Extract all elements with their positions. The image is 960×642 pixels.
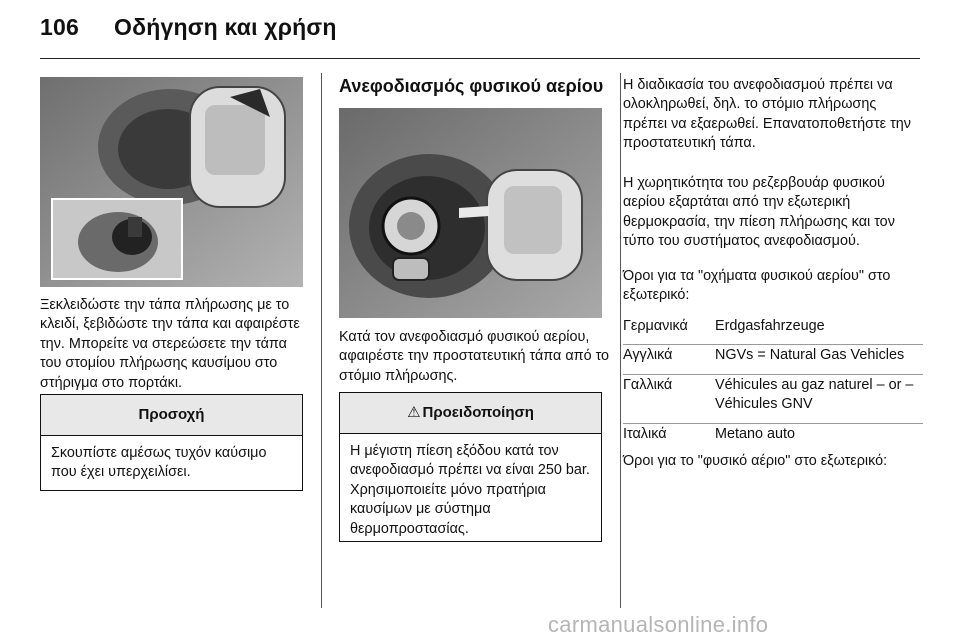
term-cell: Véhicules au gaz naturel – or – Véhicules GNV [715, 376, 914, 413]
language-cell: Γερμανικά [623, 318, 688, 334]
column-divider-2 [620, 73, 621, 608]
watermark: carmanualsonline.info [548, 612, 769, 637]
term-cell: NGVs = Natural Gas Vehicles [715, 347, 905, 364]
header-rule [40, 58, 920, 59]
column-divider-1 [321, 73, 322, 608]
terms-intro-paragraph: Όροι για τα "οχήματα φυσικού αερίου" στο εξωτερικό: [623, 268, 891, 304]
table-row [623, 316, 923, 344]
fuel-cap-unlock-illustration [40, 77, 303, 287]
page-header [40, 14, 337, 41]
gas-refuel-instructions: Κατά τον ανεφοδιασμό φυσικού αερίου, αφαιρέστε την προστατευτική τάπα από το στόμιο πλήρωσης. [339, 329, 610, 384]
section-heading: Ανεφοδιασμός φυσικού αερίου [339, 76, 604, 96]
page-title: Οδήγηση και χρήση [114, 14, 337, 40]
notice-text: Σκουπίστε αμέσως τυχόν καύσιμο που έχει υπερχειλίσει. [51, 445, 267, 481]
table-row [623, 424, 923, 452]
fuel-cap-instructions: Ξεκλειδώστε την τάπα πλήρωσης με το κλειδί, ξεβιδώστε την τάπα και αφαιρέστε την. Μπορείτε να στερεώσετε την τάπα του στομίου πλήρωσης καυσίμου στο στήριγμα στο πορτάκι. [40, 297, 300, 391]
procedure-paragraph: Η διαδικασία του ανεφοδιασμού πρέπει να ολοκληρωθεί, δηλ. το στόμιο πλήρωσης πρέπει να εξαερωθεί. Επανατοποθετήστε την προστατευτική τάπα. [623, 77, 911, 152]
term-cell: Erdgasfahrzeuge [715, 318, 825, 334]
fuel-filler-photo-2 [339, 108, 602, 318]
warning-box [339, 392, 602, 542]
term-cell: Metano auto [715, 425, 796, 442]
table-row [623, 345, 923, 373]
notice-box [40, 394, 303, 491]
capacity-paragraph: Η χωρητικότητα του ρεζερβουάρ φυσικού αερίου εξαρτάται από την εξωτερική θερμοκρασία, την πίεση πλήρωσης και τον τύπο του συστήματος ανεφοδιασμού. [623, 175, 895, 250]
gas-nozzle-illustration [339, 108, 602, 318]
gas-terms-paragraph: Όροι για το "φυσικό αέριο" στο εξωτερικό: [623, 453, 888, 469]
language-cell: Αγγλικά [623, 347, 673, 364]
language-cell: Γαλλικά [623, 376, 673, 393]
warning-title: Προειδοποίηση [422, 404, 534, 421]
notice-title: Προσοχή [41, 395, 302, 436]
warning-triangle-icon: ⚠ [407, 404, 421, 421]
terms-table [623, 316, 923, 452]
page-number: 106 [40, 14, 79, 40]
table-row [623, 375, 923, 423]
warning-text: Η μέγιστη πίεση εξόδου κατά τον ανεφοδιασμό πρέπει να είναι 250 bar. Χρησιμοποιείτε μόνο πρατήρια καυσίμων με σύστημα θερμοπροστασίας. [350, 443, 590, 537]
warning-header [340, 393, 601, 434]
language-cell: Ιταλικά [623, 425, 667, 442]
fuel-filler-photo-1 [40, 77, 303, 287]
